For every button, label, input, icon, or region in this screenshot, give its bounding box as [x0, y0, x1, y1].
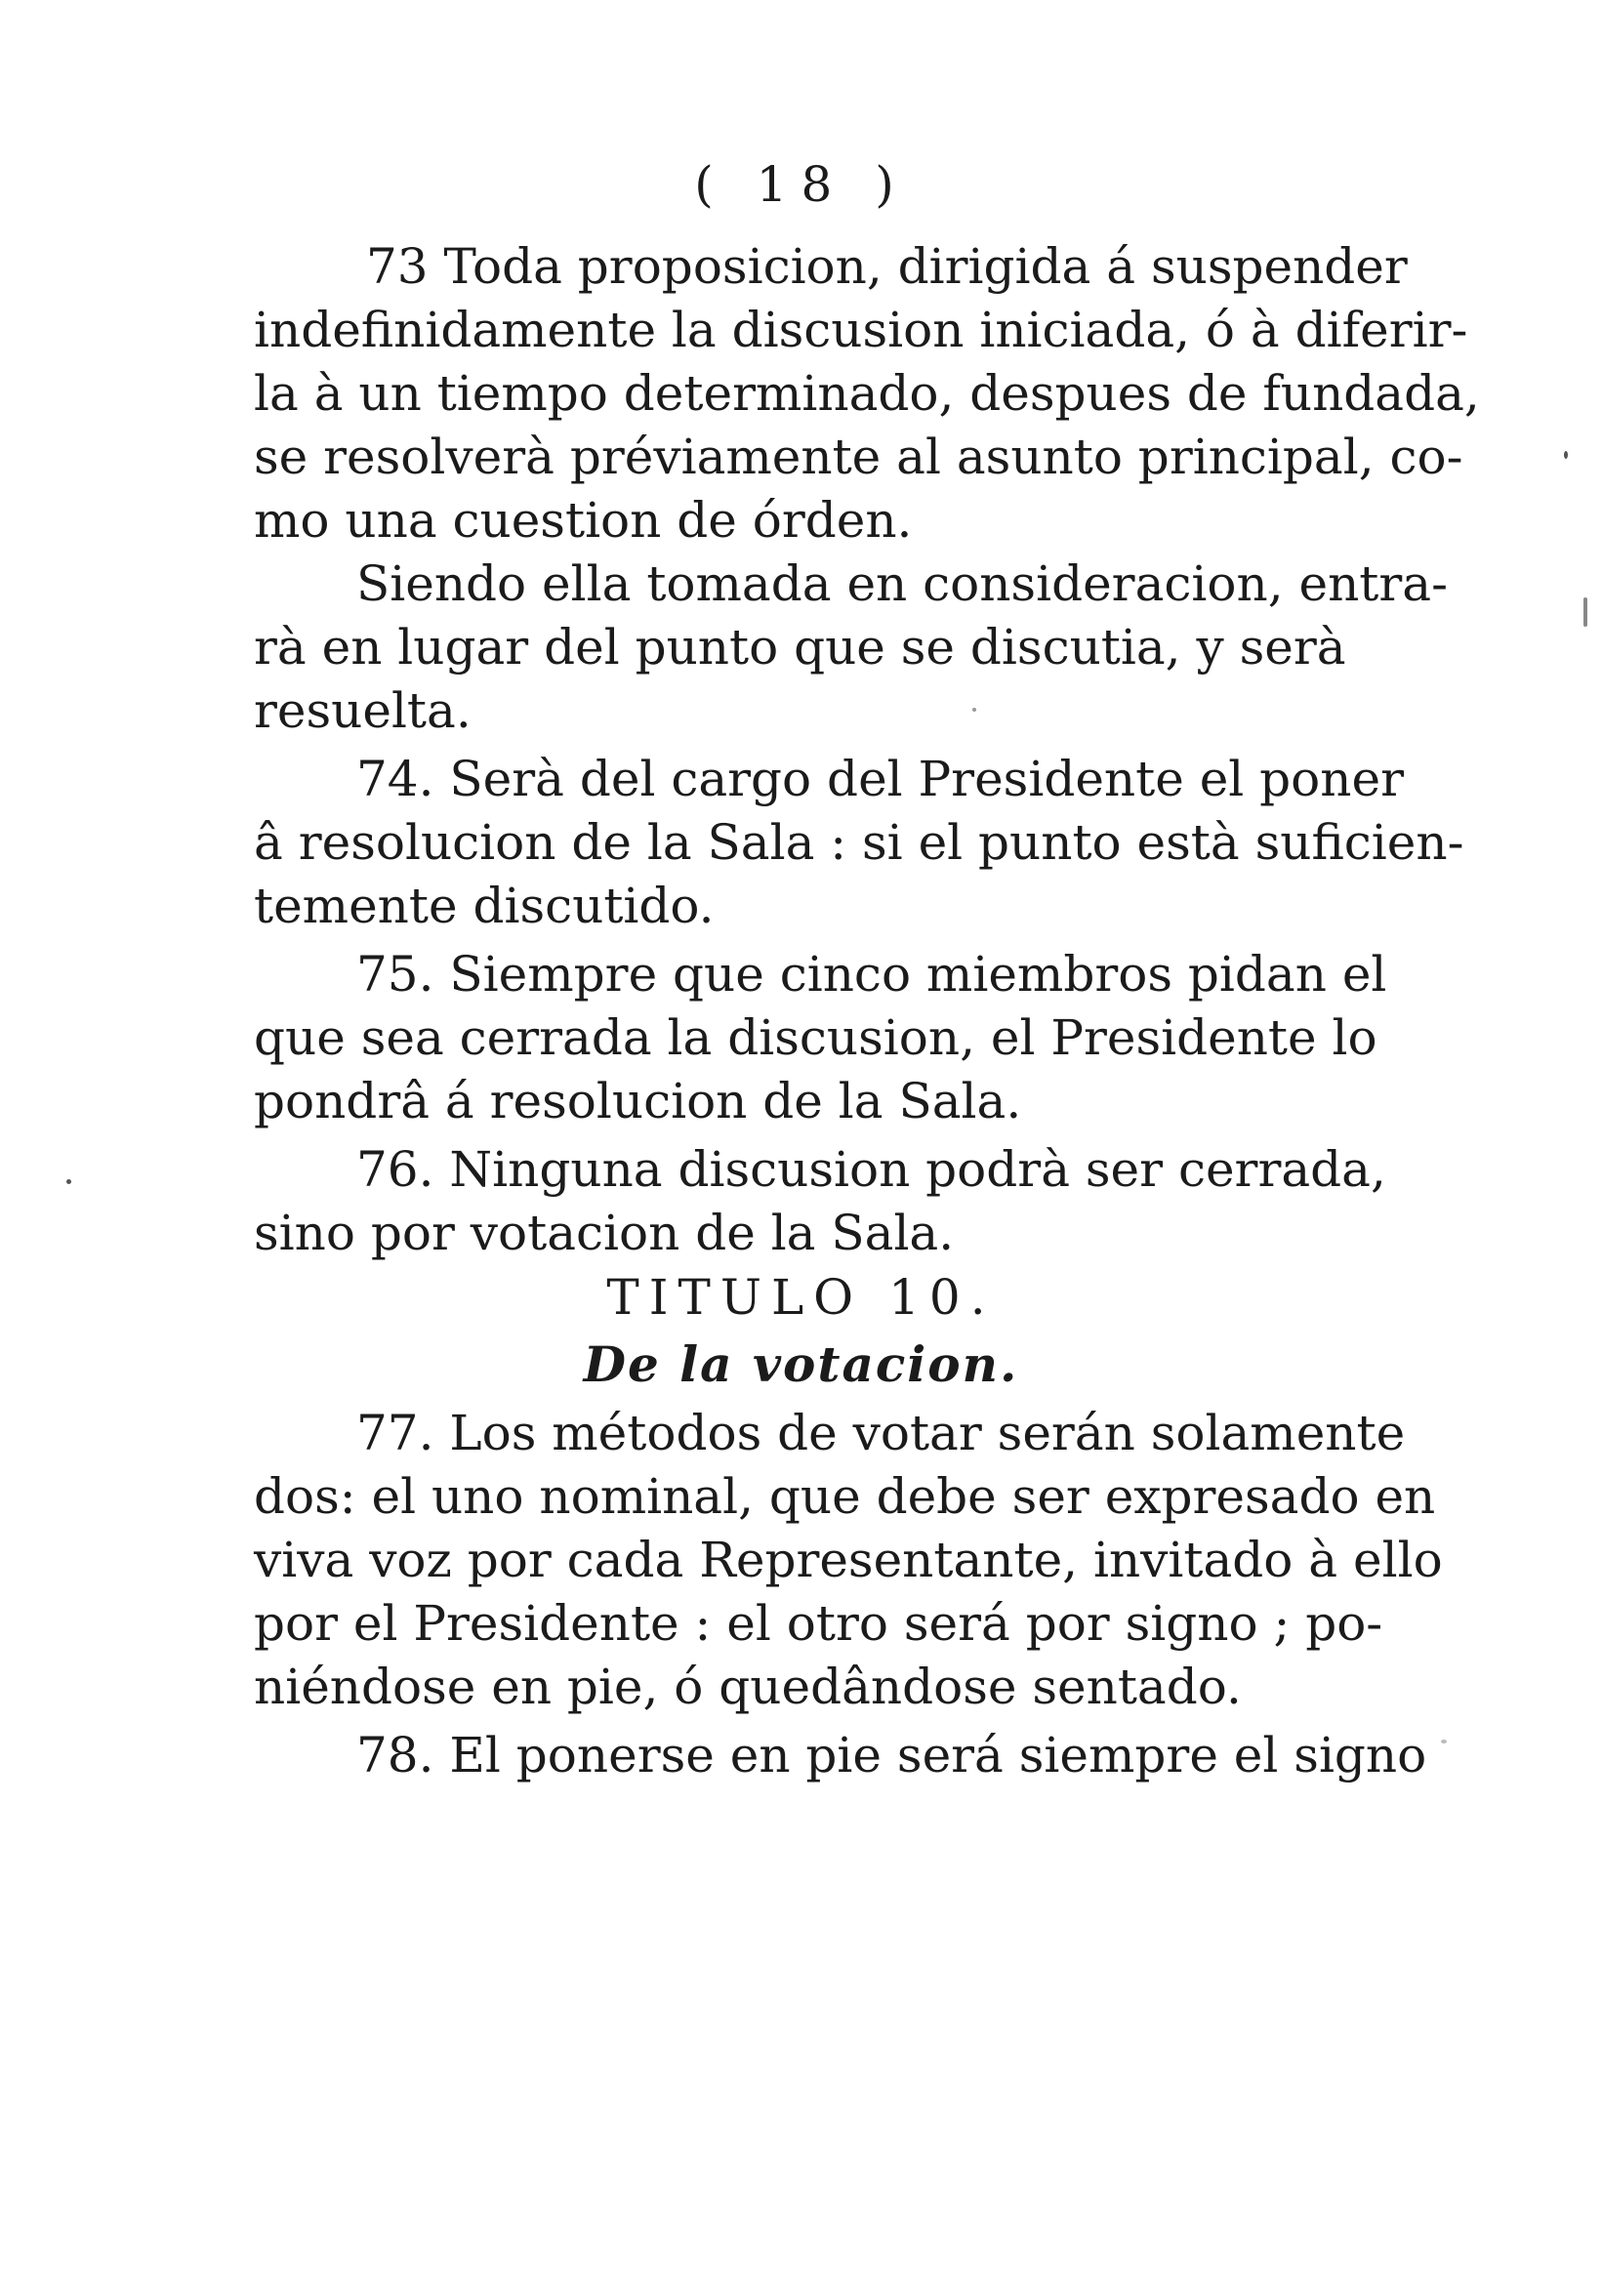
- text-line: resuelta.: [254, 682, 472, 739]
- text-line: 73 Toda proposicion, dirigida á suspender: [366, 238, 1408, 295]
- section-subtitle: De la votacion.: [583, 1335, 1019, 1393]
- text-line: la à un tiempo determinado, despues de fundada,: [254, 365, 1480, 422]
- text-line: 74. Serà del cargo del Presidente el poner: [356, 751, 1404, 807]
- text-line: viva voz por cada Representante, invitado à ello: [254, 1532, 1443, 1588]
- text-line: mo una cuestion de órden.: [254, 492, 913, 549]
- text-line: que sea cerrada la discusion, el Presidente lo: [254, 1009, 1377, 1066]
- paper-speck: [1564, 451, 1568, 459]
- text-line: 78. El ponerse en pie será siempre el signo: [356, 1727, 1427, 1784]
- text-line: temente discutido.: [254, 878, 715, 934]
- text-line: dos: el uno nominal, que debe ser expresado en: [254, 1468, 1436, 1525]
- text-line: pondrâ á resolucion de la Sala.: [254, 1073, 1022, 1129]
- text-line: 76. Ninguna discusion podrà ser cerrada,: [356, 1141, 1386, 1198]
- paper-speck: [66, 1179, 71, 1184]
- text-line: niéndose en pie, ó quedândose sentado.: [254, 1659, 1242, 1715]
- text-line: 75. Siempre que cinco miembros pidan el: [356, 946, 1387, 1003]
- section-title: TITULO 10.: [606, 1269, 996, 1326]
- text-line: por el Presidente : el otro será por signo ; po-: [254, 1595, 1383, 1652]
- text-line: rà en lugar del punto que se discutia, y serà: [254, 619, 1346, 676]
- text-line: â resolucion de la Sala : si el punto està suficien-: [254, 814, 1464, 871]
- page-number: ( 18 ): [694, 156, 908, 213]
- text-line: indefinidamente la discusion iniciada, ó à diferir-: [254, 302, 1468, 358]
- text-line: se resolverà préviamente al asunto principal, co-: [254, 429, 1463, 485]
- text-line: Siendo ella tomada en consideracion, entra-: [356, 555, 1448, 612]
- paper-speck: [972, 708, 976, 712]
- text-line: sino por votacion de la Sala.: [254, 1205, 955, 1261]
- paper-speck: [1441, 1740, 1447, 1743]
- paper-speck: [1583, 597, 1587, 627]
- text-line: 77. Los métodos de votar serán solamente: [356, 1405, 1406, 1461]
